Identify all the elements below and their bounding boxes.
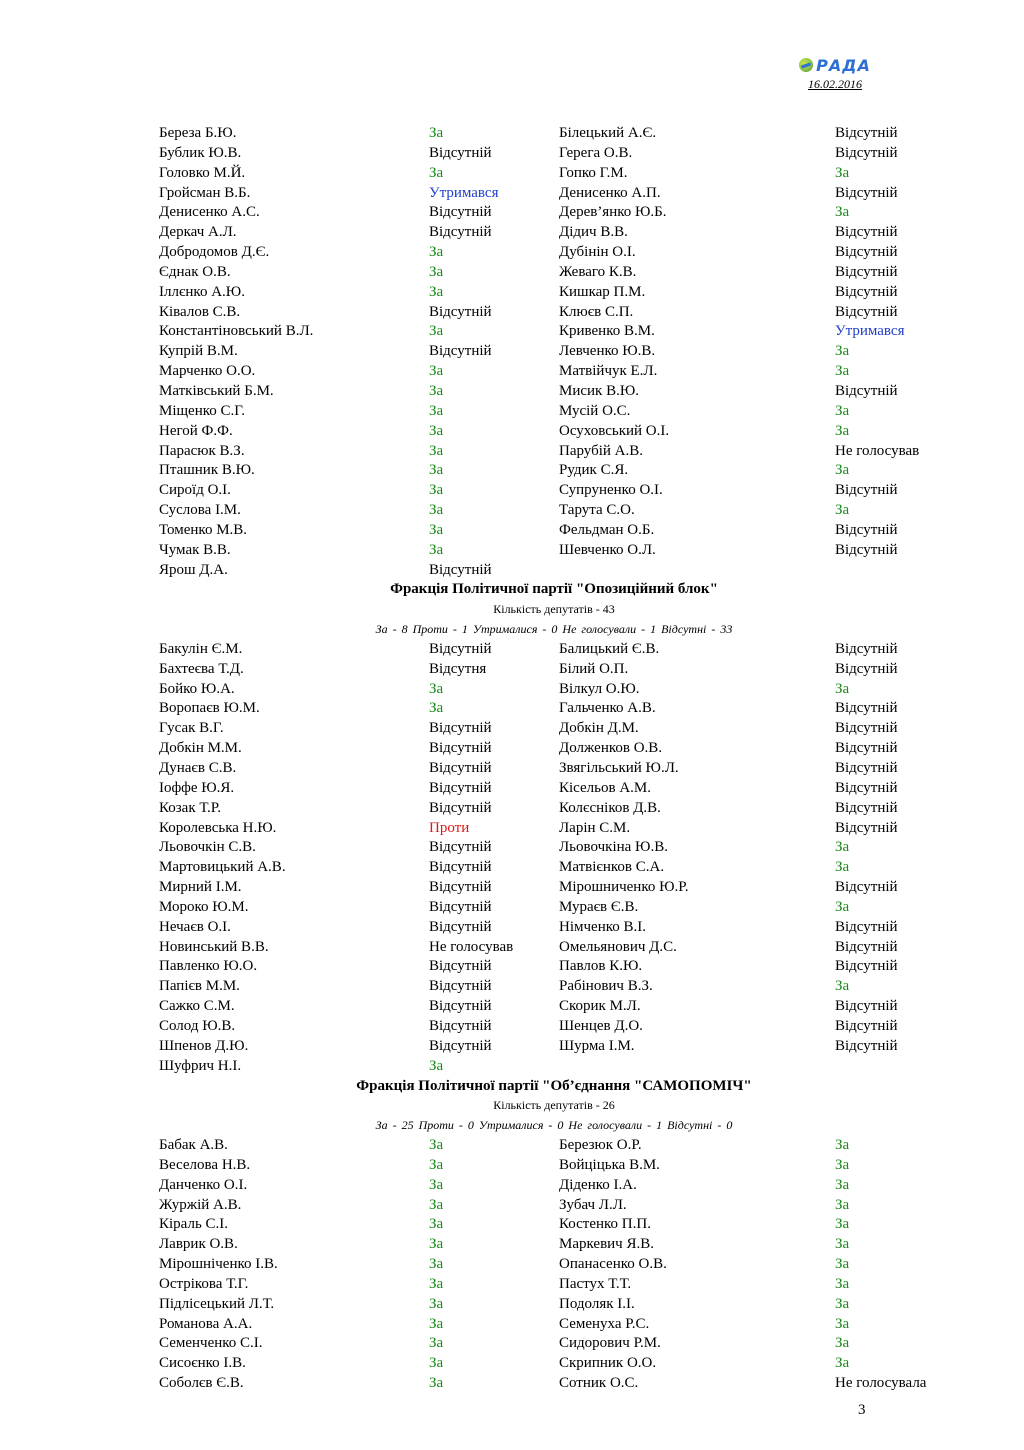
deputy-row <box>159 1196 949 1216</box>
faction-title: Фракція Політичної партії "Опозиційний блок" <box>390 581 718 598</box>
deputy-vote: За <box>835 402 850 419</box>
deputy-vote: За <box>835 1216 850 1233</box>
deputy-vote: За <box>835 363 850 380</box>
deputy-vote: Відсутній <box>835 541 898 558</box>
deputy-name: Бахтеєва Т.Д. <box>159 660 244 677</box>
deputy-row <box>159 402 949 422</box>
deputy-row <box>159 918 949 938</box>
deputy-name: Добродомов Д.Є. <box>159 244 270 261</box>
deputy-name: Міщенко С.Г. <box>159 402 246 419</box>
deputy-vote: Відсутній <box>835 998 898 1015</box>
deputy-name: Папієв М.М. <box>159 978 240 995</box>
deputy-name: Гусак В.Г. <box>159 720 224 737</box>
deputy-row <box>159 1017 949 1037</box>
deputy-row <box>159 422 949 442</box>
deputy-name: Бакулін Є.М. <box>159 640 243 657</box>
deputy-name: Сироїд О.І. <box>159 482 231 499</box>
deputy-vote: Відсутній <box>835 144 898 161</box>
deputy-name: Гопко Г.М. <box>559 164 628 181</box>
deputy-vote: За <box>429 502 444 519</box>
document-date: 16.02.2016 <box>808 77 862 91</box>
deputy-row <box>159 719 949 739</box>
deputy-row <box>159 898 949 918</box>
deputy-vote: Відсутній <box>835 184 898 201</box>
deputy-row <box>159 1176 949 1196</box>
deputy-name: Пташник В.Ю. <box>159 462 255 479</box>
deputy-vote: За <box>429 1295 444 1312</box>
deputy-name: Гройсман В.Б. <box>159 184 251 201</box>
deputy-name: Пастух Т.Т. <box>559 1275 632 1292</box>
deputy-vote: Відсутній <box>835 382 898 399</box>
deputy-row <box>159 561 949 581</box>
deputy-vote: Відсутній <box>835 720 898 737</box>
page-number: 3 <box>858 1402 866 1418</box>
deputy-name: Дунаєв С.В. <box>159 760 237 776</box>
deputy-row <box>159 1275 949 1295</box>
deputy-name: Діденко І.А. <box>559 1176 637 1193</box>
deputy-name: Фельдман О.Б. <box>559 521 655 538</box>
deputy-vote: За <box>835 1335 850 1352</box>
deputy-vote: Відсутній <box>429 640 492 657</box>
deputy-name: Опанасенко О.В. <box>559 1256 667 1273</box>
deputy-vote: За <box>835 1137 850 1154</box>
deputy-vote: За <box>429 482 444 499</box>
deputy-vote: За <box>835 680 850 697</box>
deputy-vote: Відсутній <box>429 898 492 915</box>
deputy-row <box>159 1136 949 1156</box>
deputy-name: Чумак В.В. <box>159 541 231 558</box>
deputy-name: Підлісецький Л.Т. <box>159 1295 275 1312</box>
page-header <box>780 54 890 92</box>
vote-results <box>159 124 949 1394</box>
deputy-vote: Відсутній <box>835 283 898 300</box>
deputy-vote: За <box>835 343 850 360</box>
deputy-vote: Відсутній <box>835 263 898 280</box>
deputy-name: Войціцька В.М. <box>559 1156 660 1173</box>
deputy-vote: За <box>429 680 444 697</box>
deputy-name: Головко М.Й. <box>159 164 246 181</box>
deputy-row <box>159 303 949 323</box>
deputy-name: Рудик С.Я. <box>559 462 629 479</box>
deputy-name: Герега О.В. <box>559 144 633 161</box>
deputy-vote: Утримався <box>835 323 905 340</box>
deputy-name: Дерев’янко Ю.Б. <box>559 204 667 221</box>
deputy-vote: За <box>429 283 444 300</box>
faction-vote-summary: За - 8 Проти - 1 Утрималися - 0 Не голосували - 1 Відсутні - 33 <box>375 622 733 637</box>
deputy-name: Осуховський О.І. <box>559 422 670 439</box>
deputy-name: Добкін Д.М. <box>559 720 639 737</box>
deputy-name: Суслова І.М. <box>159 502 241 519</box>
deputy-vote: Відсутній <box>429 343 492 360</box>
deputy-name: Льовочкіна Ю.В. <box>559 839 668 856</box>
deputy-name: Романова А.А. <box>159 1315 253 1332</box>
deputy-name: Ларін С.М. <box>559 819 631 836</box>
deputy-vote: Відсутній <box>835 125 898 141</box>
deputy-vote: Відсутній <box>835 760 898 776</box>
deputy-name: Білецький А.Є. <box>559 125 657 141</box>
deputy-vote: За <box>429 521 444 538</box>
deputy-name: Шурма І.М. <box>559 1037 635 1054</box>
deputy-vote: За <box>835 164 850 181</box>
deputy-row <box>159 997 949 1017</box>
deputy-vote: Відсутній <box>835 938 898 955</box>
deputy-name: Мороко Ю.М. <box>159 898 249 915</box>
deputy-vote: Відсутній <box>429 760 492 776</box>
deputy-vote: За <box>429 541 444 558</box>
deputy-vote: Відсутній <box>835 224 898 241</box>
deputy-row <box>159 838 949 858</box>
deputy-row <box>159 144 949 164</box>
deputy-name: Маркевич Я.В. <box>559 1236 654 1253</box>
deputy-row <box>159 283 949 303</box>
deputy-vote: Не голосувала <box>835 1375 927 1392</box>
deputy-row <box>159 938 949 958</box>
deputy-name: Іоффе Ю.Я. <box>159 779 235 796</box>
deputy-vote: За <box>429 1256 444 1273</box>
deputy-vote: За <box>429 1216 444 1233</box>
deputy-vote: За <box>429 1375 444 1392</box>
deputy-name: Березюк О.Р. <box>559 1137 642 1154</box>
deputy-name: Мірошниченко Ю.Р. <box>559 879 689 896</box>
deputy-vote: Відсутній <box>835 1017 898 1034</box>
deputy-vote: Відсутній <box>429 1017 492 1034</box>
deputy-name: Скрипник О.О. <box>559 1355 657 1372</box>
deputy-row <box>159 322 949 342</box>
deputy-name: Кривенко В.М. <box>559 323 655 340</box>
deputy-name: Шевченко О.Л. <box>559 541 656 558</box>
deputy-row <box>159 660 949 680</box>
deputy-name: Мартовицький А.В. <box>159 859 286 876</box>
deputy-name: Острікова Т.Г. <box>159 1275 249 1292</box>
deputy-name: Денисенко А.С. <box>159 204 260 221</box>
deputy-vote: За <box>429 125 444 141</box>
deputy-vote: За <box>429 164 444 181</box>
deputy-row <box>159 1037 949 1057</box>
deputy-vote: За <box>835 1256 850 1273</box>
deputy-row <box>159 1374 949 1394</box>
deputy-vote: За <box>429 442 444 459</box>
deputy-row <box>159 501 949 521</box>
deputy-name: Колєсніков Д.В. <box>559 799 661 816</box>
deputy-name: Бублик Ю.В. <box>159 144 242 161</box>
deputy-name: Німченко В.І. <box>559 918 646 935</box>
deputy-name: Козак Т.Р. <box>159 799 222 816</box>
deputy-vote: За <box>429 1196 444 1213</box>
deputy-name: Вілкул О.Ю. <box>559 680 640 697</box>
deputy-name: Супруненко О.І. <box>559 482 663 499</box>
deputy-row <box>159 799 949 819</box>
deputy-vote: За <box>835 1196 850 1213</box>
deputy-row <box>159 739 949 759</box>
deputy-row <box>159 263 949 283</box>
deputy-row <box>159 1235 949 1255</box>
deputy-name: Марченко О.О. <box>159 363 256 380</box>
deputy-name: Бойко Ю.А. <box>159 680 235 697</box>
deputy-name: Воропаєв Ю.М. <box>159 700 260 717</box>
deputy-name: Кишкар П.М. <box>559 283 646 300</box>
deputy-vote: Відсутній <box>835 1037 898 1054</box>
deputy-name: Журжій А.В. <box>159 1196 242 1213</box>
deputy-vote: За <box>429 1137 444 1154</box>
deputy-name: Негой Ф.Ф. <box>159 422 233 439</box>
deputy-vote: За <box>835 462 850 479</box>
deputy-vote: За <box>835 502 850 519</box>
faction-vote-summary: За - 25 Проти - 0 Утрималися - 0 Не голосували - 1 Відсутні - 0 <box>375 1118 733 1133</box>
deputy-name: Жеваго К.В. <box>559 263 637 280</box>
deputy-vote: Відсутній <box>429 224 492 241</box>
deputy-vote: Відсутній <box>835 482 898 499</box>
deputy-name: Балицький Є.В. <box>559 640 660 657</box>
deputy-name: Зубач Л.Л. <box>559 1196 627 1213</box>
deputy-vote: Відсутній <box>429 958 492 975</box>
deputy-vote: Відсутній <box>835 740 898 757</box>
deputy-vote: Відсутній <box>835 521 898 538</box>
deputy-name: Парубій А.В. <box>559 442 644 459</box>
deputy-name: Мирний І.М. <box>159 879 242 896</box>
deputy-name: Семенченко С.І. <box>159 1335 263 1352</box>
deputy-name: Льовочкін С.В. <box>159 839 256 856</box>
deputy-vote: За <box>429 1355 444 1372</box>
deputy-row <box>159 819 949 839</box>
rada-logo <box>780 54 890 76</box>
deputy-vote: Відсутній <box>429 839 492 856</box>
deputy-vote: За <box>429 382 444 399</box>
deputy-vote: За <box>835 1236 850 1253</box>
deputy-vote: Відсутній <box>429 978 492 995</box>
deputy-name: Клюєв С.П. <box>559 303 634 320</box>
deputy-name: Королевська Н.Ю. <box>159 819 277 836</box>
deputy-vote: За <box>429 1176 444 1193</box>
deputy-vote: За <box>835 204 850 221</box>
deputy-name: Купрій В.М. <box>159 343 238 360</box>
deputy-vote: За <box>429 402 444 419</box>
deputy-name: Добкін М.М. <box>159 740 242 757</box>
deputy-name: Матківський Б.М. <box>159 382 274 399</box>
deputy-vote: За <box>835 1275 850 1292</box>
deputy-name: Бабак А.В. <box>159 1137 228 1154</box>
deputy-row <box>159 1354 949 1374</box>
deputy-row <box>159 779 949 799</box>
deputy-name: Сисоєнко І.В. <box>159 1355 246 1372</box>
deputy-name: Семенуха Р.С. <box>559 1315 650 1332</box>
deputy-vote: Відсутній <box>429 1037 492 1054</box>
deputy-vote: Відсутній <box>429 303 492 320</box>
deputy-vote: Відсутній <box>835 244 898 261</box>
deputy-vote: Відсутній <box>429 561 492 578</box>
deputy-vote: Відсутній <box>835 779 898 796</box>
deputy-vote: Відсутній <box>835 799 898 816</box>
deputy-row <box>159 124 949 144</box>
deputy-row <box>159 521 949 541</box>
deputy-row <box>159 759 949 779</box>
deputy-vote: За <box>835 978 850 995</box>
deputy-vote: За <box>835 1176 850 1193</box>
deputy-vote: За <box>429 462 444 479</box>
deputy-vote: За <box>429 1315 444 1332</box>
deputy-vote: Відсутній <box>429 998 492 1015</box>
deputy-name: Шпенов Д.Ю. <box>159 1037 249 1054</box>
deputy-vote: Відсутній <box>429 779 492 796</box>
deputy-name: Шуфрич Н.І. <box>159 1057 242 1074</box>
deputy-row <box>159 878 949 898</box>
deputy-name: Матвійчук Е.Л. <box>559 363 658 380</box>
deputy-name: Тарута С.О. <box>559 502 635 519</box>
deputy-row <box>159 362 949 382</box>
deputy-vote: Відсутній <box>429 204 492 221</box>
faction-title: Фракція Політичної партії "Об’єднання "САМОПОМІЧ" <box>356 1077 752 1094</box>
faction-deputy-count: Кількість депутатів - 43 <box>493 602 615 617</box>
deputy-row <box>159 957 949 977</box>
deputy-name: Костенко П.П. <box>559 1216 651 1233</box>
deputy-vote: За <box>835 1156 850 1173</box>
deputy-name: Парасюк В.З. <box>159 442 245 459</box>
deputy-name: Веселова Н.В. <box>159 1156 251 1173</box>
deputy-row <box>159 1315 949 1335</box>
deputy-name: Ківалов С.В. <box>159 303 241 320</box>
deputy-vote: За <box>835 422 850 439</box>
deputy-vote: Відсутній <box>429 879 492 896</box>
deputy-vote: Відсутній <box>835 303 898 320</box>
deputy-vote: За <box>429 1156 444 1173</box>
deputy-name: Мисик В.Ю. <box>559 382 640 399</box>
deputy-row <box>159 442 949 462</box>
deputy-name: Шенцев Д.О. <box>559 1017 643 1034</box>
deputy-name: Павлов К.Ю. <box>559 958 643 975</box>
deputy-name: Дідич В.В. <box>559 224 628 241</box>
deputy-vote: За <box>429 244 444 261</box>
deputy-name: Ярош Д.А. <box>159 561 228 578</box>
deputy-name: Томенко М.В. <box>159 521 248 538</box>
deputy-name: Омельянович Д.С. <box>559 938 677 955</box>
deputy-vote: Відсутній <box>835 700 898 717</box>
deputy-row <box>159 382 949 402</box>
faction-deputy-count: Кількість депутатів - 26 <box>493 1098 615 1113</box>
deputy-vote: За <box>835 1355 850 1372</box>
deputy-name: Мусій О.С. <box>559 402 631 419</box>
deputy-vote: Відсутній <box>429 720 492 737</box>
deputy-vote: За <box>429 1057 444 1074</box>
deputy-name: Подоляк І.І. <box>559 1295 635 1312</box>
deputy-name: Сотник О.С. <box>559 1375 639 1392</box>
deputy-name: Матвієнков С.А. <box>559 859 665 876</box>
deputy-vote: Відсутній <box>429 918 492 935</box>
deputy-vote: Відсутній <box>429 799 492 816</box>
deputy-name: Мураєв Є.В. <box>559 898 639 915</box>
deputy-name: Єднак О.В. <box>159 263 231 280</box>
deputy-row <box>159 481 949 501</box>
deputy-row <box>159 1334 949 1354</box>
deputy-row <box>159 203 949 223</box>
deputy-row <box>159 699 949 719</box>
deputy-row <box>159 342 949 362</box>
deputy-vote: За <box>429 700 444 717</box>
rada-logo-text: РАДА <box>816 55 871 75</box>
deputy-name: Білий О.П. <box>559 660 629 677</box>
deputy-name: Гальченко А.В. <box>559 700 656 717</box>
deputy-row <box>159 640 949 660</box>
deputy-row <box>159 1295 949 1315</box>
deputy-vote: Відсутня <box>429 660 487 677</box>
deputy-row <box>159 680 949 700</box>
deputy-name: Дубінін О.І. <box>559 244 636 261</box>
rada-logo-icon <box>799 58 813 72</box>
deputy-name: Солод Ю.В. <box>159 1017 236 1034</box>
deputy-vote: Відсутній <box>835 819 898 836</box>
deputy-row <box>159 858 949 878</box>
deputy-vote: Відсутній <box>429 859 492 876</box>
deputy-name: Кісельов А.М. <box>559 779 651 796</box>
deputy-vote: За <box>429 323 444 340</box>
deputy-vote: Проти <box>429 819 470 836</box>
deputy-vote: За <box>835 859 850 876</box>
deputy-name: Сажко С.М. <box>159 998 235 1015</box>
deputy-vote: За <box>835 1295 850 1312</box>
deputy-vote: Відсутній <box>429 144 492 161</box>
deputy-name: Денисенко А.П. <box>559 184 661 201</box>
deputy-row <box>159 223 949 243</box>
deputy-vote: Відсутній <box>835 660 898 677</box>
deputy-vote: За <box>429 1236 444 1253</box>
deputy-row <box>159 1215 949 1235</box>
deputy-row <box>159 977 949 997</box>
deputy-vote: Не голосував <box>835 442 920 459</box>
deputy-row <box>159 1156 949 1176</box>
deputy-vote: Відсутній <box>835 958 898 975</box>
deputy-row <box>159 164 949 184</box>
deputy-vote: Відсутній <box>429 740 492 757</box>
deputy-vote: За <box>429 263 444 280</box>
deputy-vote: За <box>835 898 850 915</box>
deputy-vote: За <box>429 1335 444 1352</box>
deputy-vote: За <box>835 839 850 856</box>
deputy-name: Скорик М.Л. <box>559 998 641 1015</box>
deputy-name: Деркач А.Л. <box>159 224 237 241</box>
deputy-name: Сидорович Р.М. <box>559 1335 661 1352</box>
deputy-name: Іллєнко А.Ю. <box>159 283 245 300</box>
deputy-row <box>159 1057 949 1077</box>
deputy-name: Береза Б.Ю. <box>159 125 237 141</box>
deputy-vote: Відсутній <box>835 918 898 935</box>
deputy-name: Долженков О.В. <box>559 740 663 757</box>
deputy-vote: Утримався <box>429 184 499 201</box>
deputy-name: Соболєв Є.В. <box>159 1375 244 1392</box>
deputy-vote: Відсутній <box>835 640 898 657</box>
deputy-name: Рабінович В.З. <box>559 978 653 995</box>
deputy-vote: За <box>429 363 444 380</box>
deputy-vote: Відсутній <box>835 879 898 896</box>
deputy-row <box>159 1255 949 1275</box>
deputy-name: Нечаєв О.І. <box>159 918 231 935</box>
deputy-name: Данченко О.І. <box>159 1176 248 1193</box>
deputy-name: Звягільський Ю.Л. <box>559 760 679 776</box>
deputy-name: Лаврик О.В. <box>159 1236 238 1253</box>
deputy-name: Павленко Ю.О. <box>159 958 258 975</box>
deputy-name: Константіновський В.Л. <box>159 323 314 340</box>
deputy-row <box>159 184 949 204</box>
deputy-name: Мірошніченко І.В. <box>159 1256 278 1273</box>
deputy-vote: За <box>429 1275 444 1292</box>
deputy-row <box>159 243 949 263</box>
deputy-row <box>159 461 949 481</box>
deputy-vote: За <box>835 1315 850 1332</box>
deputy-vote: Не голосував <box>429 938 514 955</box>
deputy-name: Левченко Ю.В. <box>559 343 656 360</box>
deputy-vote: За <box>429 422 444 439</box>
deputy-name: Новинський В.В. <box>159 938 269 955</box>
deputy-name: Кіраль С.І. <box>159 1216 229 1233</box>
deputy-row <box>159 541 949 561</box>
